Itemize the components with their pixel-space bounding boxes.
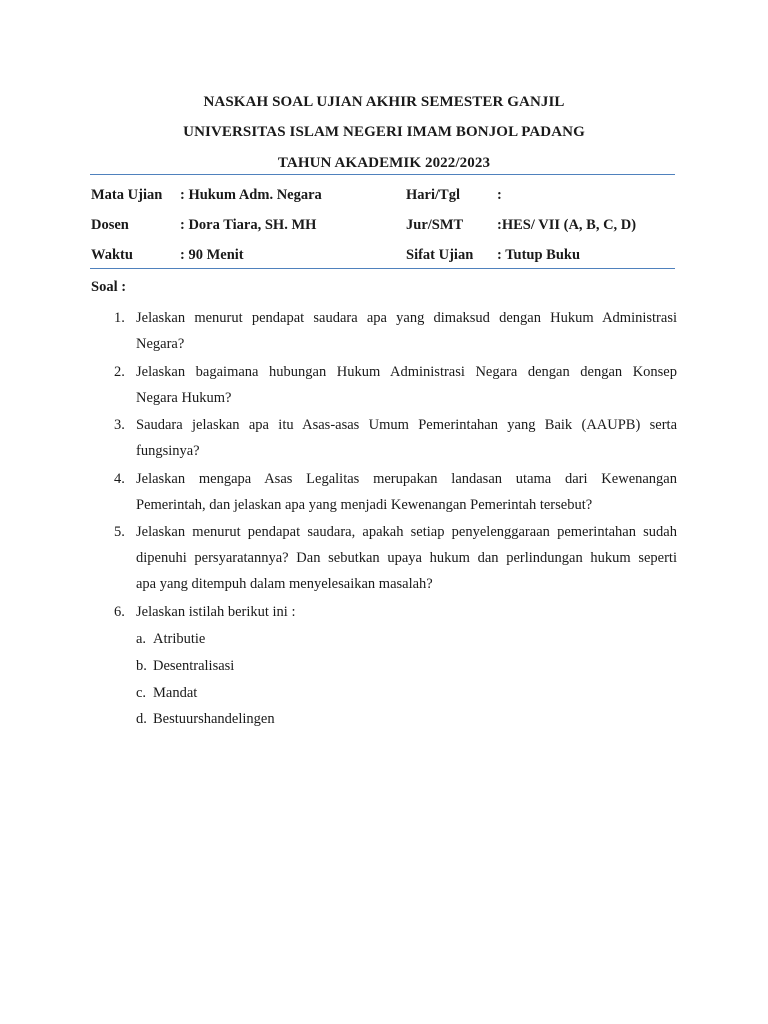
question-text: Negara Hukum? <box>136 390 232 406</box>
sub-item-letter: c. <box>136 685 147 701</box>
question-text: dipenuhi persyaratannya? Dan sebutkan upaya hukum dan perlindungan hukum seperti <box>136 550 677 566</box>
question-number: 5. <box>114 524 125 540</box>
hari-tgl-label: Hari/Tgl <box>406 187 460 203</box>
dosen-label: Dosen <box>91 217 129 233</box>
header-academic-year: TAHUN AKADEMIK 2022/2023 <box>277 155 491 171</box>
question-text: Jelaskan istilah berikut ini : <box>136 604 296 620</box>
question-text: fungsinya? <box>136 443 200 459</box>
question-number: 3. <box>114 417 125 433</box>
hari-tgl-value: : <box>497 187 502 203</box>
waktu-value: : 90 Menit <box>180 247 244 263</box>
question-text: Negara? <box>136 336 185 352</box>
waktu-label: Waktu <box>91 247 133 263</box>
question-text: Jelaskan bagaimana hubungan Hukum Administrasi Negara dengan dengan Konsep <box>136 364 677 380</box>
question-item <box>114 412 677 464</box>
question-item <box>114 519 677 597</box>
sub-item <box>136 706 275 732</box>
sub-item <box>136 626 205 652</box>
question-number: 4. <box>114 471 125 487</box>
question-item <box>114 305 677 357</box>
question-text: Jelaskan menurut pendapat saudara, apakah setiap penyelenggaraan pemerintahan sudah <box>136 524 677 540</box>
question-item <box>114 599 677 625</box>
question-text: Jelaskan mengapa Asas Legalitas merupakan landasan utama dari Kewenangan <box>136 471 677 487</box>
sub-item-text: Mandat <box>153 685 198 701</box>
header-title-line1: NASKAH SOAL UJIAN AKHIR SEMESTER GANJIL <box>203 94 565 110</box>
jur-smt-value: :HES/ VII (A, B, C, D) <box>497 217 637 233</box>
sub-item-text: Atributie <box>153 631 206 647</box>
sub-item-letter: d. <box>136 711 147 727</box>
top-divider <box>90 174 675 175</box>
sub-item <box>136 680 197 706</box>
sub-item-letter: a. <box>136 631 147 647</box>
question-text: apa yang ditempuh dalam menyelesaikan masalah? <box>136 576 433 592</box>
sifat-ujian-value: : Tutup Buku <box>497 247 581 263</box>
question-text: Jelaskan menurut pendapat saudara apa yang dimaksud dengan Hukum Administrasi <box>136 310 677 326</box>
question-number: 2. <box>114 364 125 380</box>
question-text: Saudara jelaskan apa itu Asas-asas Umum Pemerintahan yang Baik (AAUPB) serta <box>136 417 677 433</box>
question-item <box>114 359 677 411</box>
header-university: UNIVERSITAS ISLAM NEGERI IMAM BONJOL PADANG <box>183 124 585 140</box>
sub-item-letter: b. <box>136 658 147 674</box>
sub-item <box>136 653 234 679</box>
sub-item-text: Bestuurshandelingen <box>153 711 275 727</box>
question-text: Pemerintah, dan jelaskan apa yang menjadi Kewenangan Pemerintah tersebut? <box>136 497 593 513</box>
sub-item-text: Desentralisasi <box>153 658 235 674</box>
bottom-divider <box>90 268 675 269</box>
mata-ujian-label: Mata Ujian <box>91 187 163 203</box>
sifat-ujian-label: Sifat Ujian <box>406 247 474 263</box>
question-number: 1. <box>114 310 125 326</box>
dosen-value: : Dora Tiara, SH. MH <box>180 217 317 233</box>
jur-smt-label: Jur/SMT <box>406 217 464 233</box>
soal-label: Soal : <box>91 279 127 295</box>
mata-ujian-value: : Hukum Adm. Negara <box>180 187 322 203</box>
question-number: 6. <box>114 604 125 620</box>
question-item <box>114 466 677 518</box>
